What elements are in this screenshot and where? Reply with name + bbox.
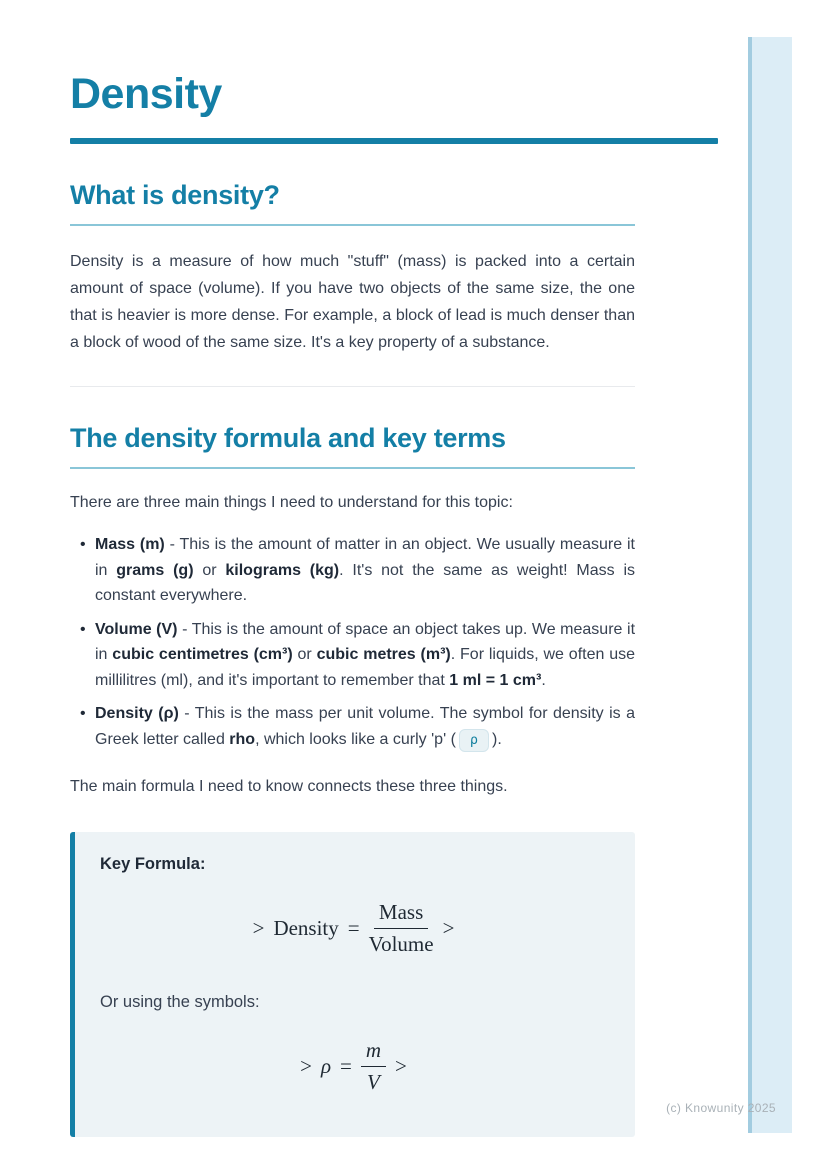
list-intro-paragraph: There are three main things I need to understand for this topic: (70, 494, 513, 512)
formula-open-angle: > (252, 916, 265, 941)
fraction-numerator: m (361, 1038, 386, 1067)
formula-close-angle: > (395, 1054, 407, 1079)
key-terms-list (70, 532, 635, 752)
list-item-density (70, 701, 635, 752)
formula-lhs: Density (273, 916, 339, 941)
formula-equals: = (340, 1054, 352, 1079)
section-heading-formula-key-terms: The density formula and key terms (70, 423, 635, 469)
formula-lhs-rho: ρ (320, 1054, 332, 1079)
fraction (361, 1038, 386, 1095)
document-content (70, 0, 635, 1137)
list-item-text: Density (ρ) - This is the mass per unit volume. The symbol for density is a Greek letter called rho, which looks like a curly 'p' ( ρ ). (95, 701, 635, 752)
formula-close-angle: > (442, 916, 455, 941)
title-rule (70, 138, 718, 144)
fraction-denominator: V (367, 1070, 380, 1095)
section-heading-what-is-density: What is density? (70, 180, 635, 226)
bullet-icon: • (80, 536, 86, 554)
intro-paragraph: Density is a measure of how much "stuff" (mass) is packed into a certain amount of space (volume). If you have two objects of the same size, the one that is heavier is more dense. For example, a block of lead is much denser than a block of wood of the same size. It's a key property of a substance. (70, 253, 635, 352)
bullet-icon: • (80, 620, 86, 638)
copyright-footer: (c) Knowunity 2025 (666, 1101, 776, 1115)
list-item-text: Volume (V) - This is the amount of space an object takes up. We measure it in cubic centimetres (cm³) or cubic metres (m³). For liquids, we often use millilitres (ml), and it's important to remember that 1 ml = 1 cm³. (95, 620, 636, 689)
list-item-volume (70, 617, 635, 694)
section-divider (70, 386, 635, 387)
page-title: Density (70, 70, 222, 118)
key-formula-label: Key Formula: (100, 855, 206, 874)
density-symbol-formula (100, 1038, 607, 1095)
or-using-symbols-label: Or using the symbols: (100, 993, 260, 1012)
density-word-formula (100, 900, 607, 957)
formula-open-angle: > (300, 1054, 312, 1079)
list-item-text: Mass (m) - This is the amount of matter in an object. We usually measure it in grams (g) or kilograms (kg). It's not the same as weight! Mass is constant everywhere. (95, 536, 635, 605)
rho-symbol-chip: ρ (459, 729, 489, 752)
key-formula-callout (70, 832, 635, 1137)
formula-equals: = (347, 916, 360, 941)
fraction-numerator: Mass (374, 900, 428, 929)
formula-intro-paragraph: The main formula I need to know connects these three things. (70, 778, 508, 796)
decorative-side-strip (748, 37, 792, 1133)
list-item-mass (70, 532, 635, 609)
fraction (369, 900, 434, 957)
fraction-denominator: Volume (368, 932, 434, 957)
bullet-icon: • (80, 705, 86, 723)
